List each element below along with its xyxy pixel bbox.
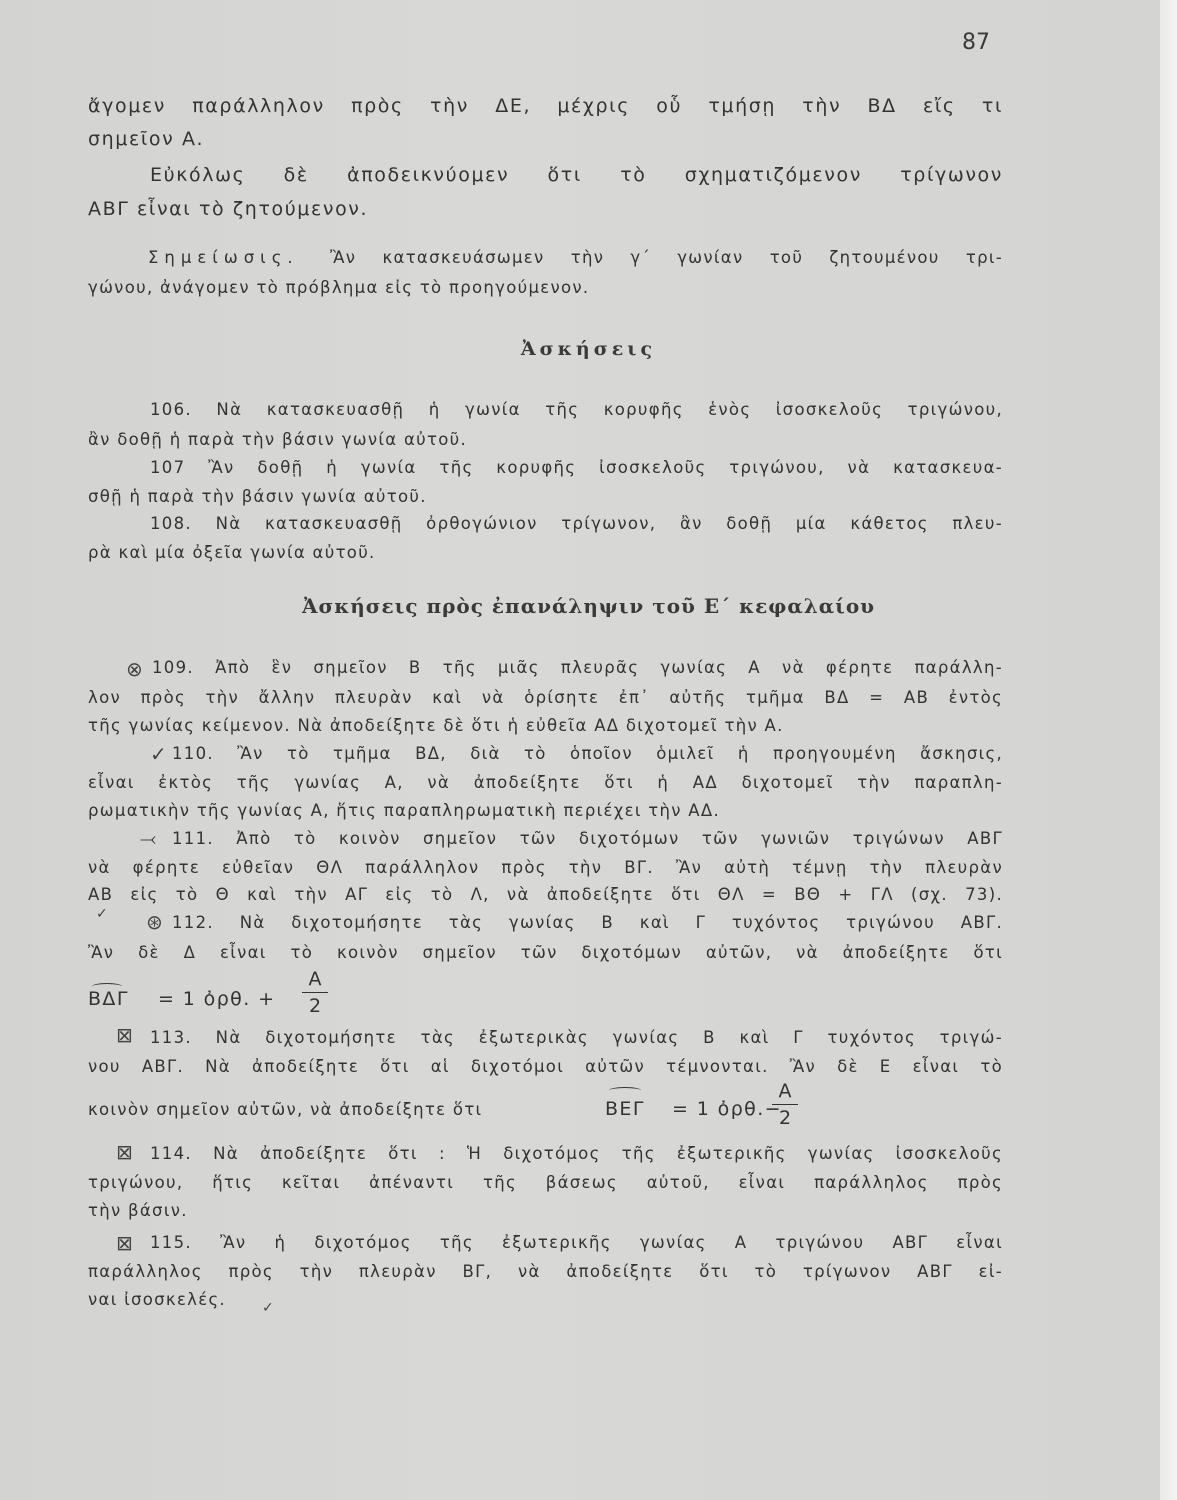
exercise-line: νὰ φέρητε εὐθεῖαν ΘΛ παράλληλον πρὸς τὴν ΒΓ. Ἂν αὐτὴ τέμνῃ τὴν πλευρὰν (88, 858, 1003, 877)
exercise-line: 113. Νὰ διχοτομήσητε τὰς ἐξωτερικὰς γωνίας Β καὶ Γ τυχόντος τριγώ- (150, 1028, 1003, 1047)
exercise-line: παράλληλος πρὸς τὴν πλευρὰν ΒΓ, νὰ ἀποδείξητε ὅτι τὸ τρίγωνον ΑΒΓ εἰ- (88, 1262, 1003, 1281)
intro-line: Εὐκόλως δὲ ἀποδεικνύομεν ὅτι τὸ σχηματιζόμενον τρίγωνον (150, 164, 1003, 186)
angle-arc (609, 1087, 641, 1094)
note-label: Σημείωσις. (148, 248, 299, 267)
exercise-line: σθῇ ἡ παρὰ τὴν βάσιν γωνία αὐτοῦ. (88, 487, 427, 506)
handwritten-mark-icon: ⊗ (126, 657, 143, 681)
exercise-line: 115. Ἂν ἡ διχοτόμος τῆς ἐξωτερικῆς γωνίας Α τριγώνου ΑΒΓ εἶναι (150, 1233, 1003, 1252)
exercise-line: κοινὸν σημεῖον αὐτῶν, νὰ ἀποδείξητε ὅτι (88, 1100, 483, 1119)
exercise-line: 112. Νὰ διχοτομήσητε τὰς γωνίας Β καὶ Γ τυχόντος τριγώνου ΑΒΓ. (172, 913, 1003, 932)
page-edge (1160, 0, 1177, 1500)
exercise-line: τριγώνου, ἥτις κεῖται ἀπέναντι τῆς βάσεως αὐτοῦ, εἶναι παράλληλος πρὸς (88, 1173, 1003, 1192)
exercise-line: 110. Ἂν τὸ τμῆμα ΒΔ, διὰ τὸ ὁποῖον ὁμιλεῖ ἡ προηγουμένη ἄσκησις, (172, 744, 1003, 763)
note-line: Ἂν κατασκευάσωμεν τὴν γ΄ γωνίαν τοῦ ζητουμένου τρι- (330, 248, 1003, 267)
exercise-line: νου ΑΒΓ. Νὰ ἀποδείξητε ὅτι αἱ διχοτόμοι αὐτῶν τέμνονται. Ἂν δὲ Ε εἶναι τὸ (88, 1057, 1003, 1076)
exercise-line: ἂν δοθῇ ἡ παρὰ τὴν βάσιν γωνία αὐτοῦ. (88, 430, 468, 449)
exercise-line: ΑΒ εἰς τὸ Θ καὶ τὴν ΑΓ εἰς τὸ Λ, νὰ ἀποδείξητε ὅτι ΘΛ = ΒΘ + ΓΛ (σχ. 73). (88, 885, 1003, 904)
exercise-line: εἶναι ἐκτὸς τῆς γωνίας Α, νὰ ἀποδείξητε ὅτι ἡ ΑΔ διχοτομεῖ τὴν παραπλη- (88, 773, 1003, 792)
fraction (772, 1080, 798, 1129)
intro-line: σημεῖον Α. (88, 128, 205, 150)
note-line: γώνου, ἀνάγομεν τὸ πρόβλημα εἰς τὸ προηγούμενον. (88, 278, 590, 297)
formula-angle: ΒΕΓ (605, 1098, 645, 1120)
fraction-numerator: Α (308, 968, 322, 990)
exercise-line: λον πρὸς τὴν ἄλλην πλευρὰν καὶ νὰ ὁρίσητε ἐπ᾿ αὐτῆς τμῆμα ΒΔ = ΑΒ ἐντὸς (88, 688, 1003, 707)
formula-text: = 1 ὀρθ.− (672, 1098, 782, 1120)
crossed-mark-icon: ⊠ (116, 1023, 133, 1047)
tick-icon: ✓ (262, 1300, 274, 1316)
exercise-line: τὴν βάσιν. (88, 1201, 188, 1220)
exercise-line: 106. Νὰ κατασκευασθῇ ἡ γωνία τῆς κορυφῆς ἑνὸς ἰσοσκελοῦς τριγώνου, (150, 400, 1003, 419)
exercise-line: 107 Ἂν δοθῇ ἡ γωνία τῆς κορυφῆς ἰσοσκελοῦς τριγώνου, νὰ κατασκευα- (150, 458, 1003, 477)
section-heading: Ἀσκήσεις πρὸς ἐπανάληψιν τοῦ Ε΄ κεφαλαίου (301, 594, 876, 618)
fraction-bar (772, 1104, 798, 1105)
formula-text: = 1 ὀρθ. + (158, 988, 276, 1010)
tick-icon: ✓ (96, 906, 108, 922)
exercise-line: τῆς γωνίας κείμενον. Νὰ ἀποδείξητε δὲ ὅτι ἡ εὐθεῖα ΑΔ διχοτομεῖ τὴν Α. (88, 716, 784, 735)
exercise-line: 114. Νὰ ἀποδείξητε ὅτι : Ἡ διχοτόμος τῆς ἐξωτερικῆς γωνίας ἰσοσκελοῦς (150, 1144, 1003, 1163)
fraction-denominator: 2 (778, 1107, 792, 1129)
handwritten-mark-icon: ⊛ (146, 910, 163, 934)
crossed-mark-icon: ⊠ (116, 1231, 133, 1255)
formula-angle: ΒΔΓ (88, 988, 129, 1010)
fraction-numerator: Α (778, 1080, 792, 1102)
fraction-bar (302, 992, 328, 993)
page-number: 87 (962, 30, 990, 55)
exercise-line: 108. Νὰ κατασκευασθῇ ὀρθογώνιον τρίγωνον, ἂν δοθῇ μία κάθετος πλευ- (150, 514, 1003, 533)
fraction-denominator: 2 (308, 995, 322, 1017)
checkmark-icon: ✓ (150, 742, 167, 766)
intro-line: ΑΒΓ εἶναι τὸ ζητούμενον. (88, 198, 369, 220)
checkmark-icon: ⤙ (140, 826, 156, 850)
exercise-line: 109. Ἀπὸ ἓν σημεῖον Β τῆς μιᾶς πλευρᾶς γωνίας Α νὰ φέρητε παράλλη- (152, 658, 1003, 677)
exercise-line: ρὰ καὶ μία ὀξεῖα γωνία αὐτοῦ. (88, 543, 376, 562)
crossed-mark-icon: ⊠ (116, 1140, 133, 1164)
fraction (302, 968, 328, 1017)
exercise-line: ρωματικὴν τῆς γωνίας Α, ἥτις παραπληρωματικὴ περιέχει τὴν ΑΔ. (88, 801, 721, 820)
section-heading: Ἀσκήσεις (520, 338, 657, 360)
intro-line: ἄγομεν παράλληλον πρὸς τὴν ΔΕ, μέχρις οὗ τμήσῃ τὴν ΒΔ εἴς τι (88, 95, 1003, 117)
exercise-line: 111. Ἀπὸ τὸ κοινὸν σημεῖον τῶν διχοτόμων τῶν γωνιῶν τριγώνων ΑΒΓ (172, 829, 1003, 848)
exercise-line: ναι ἰσοσκελές. (88, 1290, 226, 1309)
exercise-line: Ἂν δὲ Δ εἶναι τὸ κοινὸν σημεῖον τῶν διχοτόμων αὐτῶν, νὰ ἀποδείξητε ὅτι (88, 943, 1003, 962)
